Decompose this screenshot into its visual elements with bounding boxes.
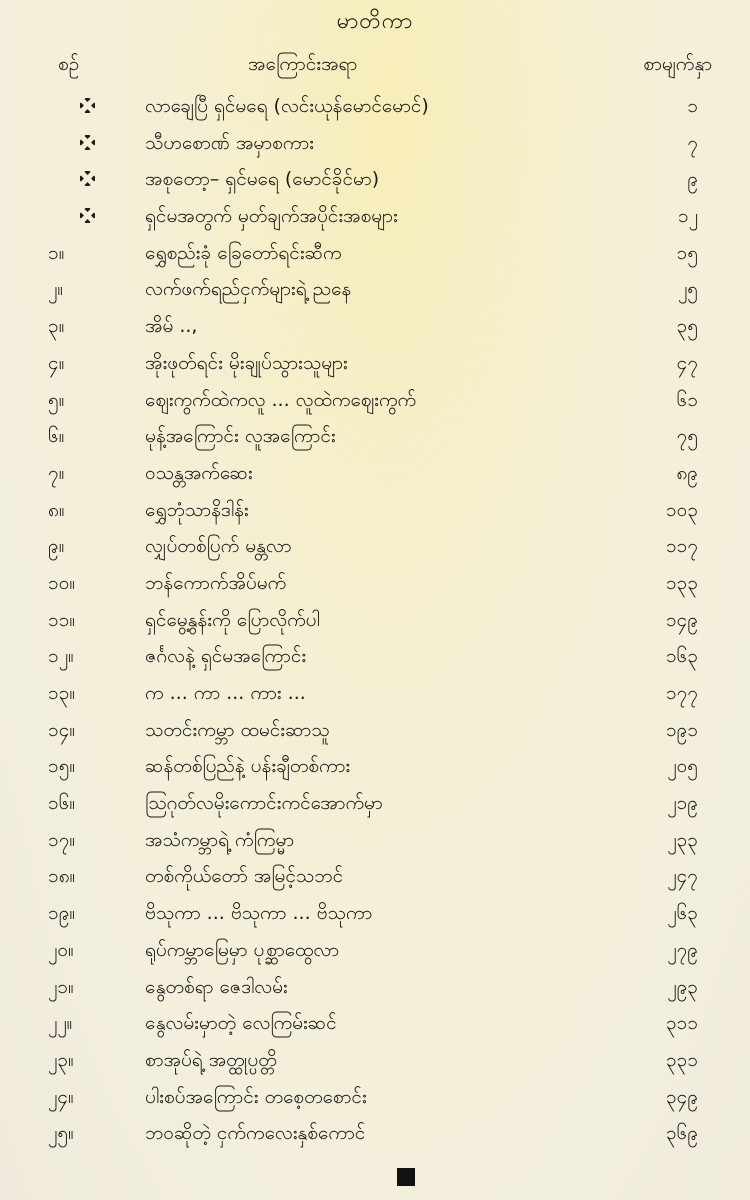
row-page-number: ၂၀၅ [667, 755, 698, 778]
diamond-bullet-icon [80, 98, 95, 113]
contents-row [0, 675, 750, 712]
contents-row [0, 418, 750, 455]
contents-row [0, 822, 750, 859]
row-page-number: ၃၆၉ [665, 1122, 698, 1145]
row-number: ၁၇။ [48, 828, 76, 851]
row-title: ဘဝဆိုတဲ့ ငှက်ကလေးနှစ်ကောင် [145, 1122, 366, 1145]
row-title: တစ်ကိုယ်တော် အမြင့်သဘင် [145, 865, 344, 888]
row-title: ဘန်ကောက်အိပ်မက် [145, 571, 287, 594]
contents-list [0, 88, 750, 1152]
contents-row [0, 161, 750, 198]
contents-row [0, 528, 750, 565]
contents-row [0, 271, 750, 308]
page-title: မာတိကာ [336, 9, 414, 34]
row-title: လျှပ်တစ်ပြက် မန္တလာ [145, 535, 292, 558]
contents-row [0, 712, 750, 749]
row-title: ဆန်တစ်ပြည်နဲ့ ပန်းချီတစ်ကား [145, 755, 351, 778]
row-page-number: ၁၄၉ [665, 608, 698, 631]
contents-row [0, 88, 750, 125]
row-title: ရွှေဘုံသာနိဒါန်း [145, 498, 249, 521]
row-title: ဈေးကွက်ထဲကလူ ... လူထဲကဈေးကွက် [145, 388, 417, 411]
row-title: သီဟစောဏ် အမှာစကား [145, 131, 314, 154]
row-number: ၅။ [48, 388, 65, 411]
contents-row [0, 969, 750, 1006]
row-page-number: ၈၉ [676, 461, 698, 484]
row-page-number: ၉ [687, 168, 698, 191]
diamond-bullet-icon [80, 208, 95, 223]
row-number: ၁။ [48, 241, 65, 264]
contents-row [0, 492, 750, 529]
table-header [0, 52, 750, 86]
contents-row [0, 382, 750, 419]
row-page-number: ၁ [687, 95, 698, 117]
row-number: ၁၂။ [48, 645, 74, 668]
contents-row [0, 785, 750, 822]
row-number: ၁၉။ [48, 902, 76, 925]
row-title: ရှင်မအတွက် မှတ်ချက်အပိုင်းအစများ [145, 205, 398, 228]
row-title: သတင်းကမ္ဘာ ထမင်းဆာသူ [145, 718, 330, 741]
contents-row [0, 932, 750, 969]
contents-row [0, 1005, 750, 1042]
row-number: ၂၁။ [48, 975, 74, 998]
row-page-number: ၇ [687, 131, 698, 154]
row-page-number: ၃၁၁ [665, 1012, 698, 1035]
row-page-number: ၁၆၃ [665, 645, 698, 668]
row-page-number: ၂၇၉ [667, 938, 698, 961]
contents-row [0, 125, 750, 162]
row-number: ၁၆။ [48, 792, 76, 815]
header-page: စာမျက်နှာ [643, 53, 712, 75]
contents-row [0, 748, 750, 785]
row-title: လာချေပြီ ရှင်မရေ (လင်းယုန်မောင်မောင်) [145, 95, 429, 117]
row-number: ၂။ [48, 278, 64, 301]
diamond-bullet-icon [80, 135, 95, 150]
row-number: ၉။ [48, 535, 65, 558]
row-title: ဩဂုတ်လမိုးကောင်းကင်အောက်မှာ [145, 792, 383, 815]
row-page-number: ၁၇၇ [665, 682, 698, 704]
row-page-number: ၂၅ [677, 278, 698, 301]
row-title: ရုပ်ကမ္ဘာမြေမှာ ပုစ္ဆာထွေလာ [145, 938, 340, 961]
contents-row [0, 602, 750, 639]
contents-row [0, 1079, 750, 1116]
row-number: ၂၀။ [48, 938, 74, 961]
row-page-number: ၇၅ [676, 425, 698, 448]
contents-row [0, 858, 750, 895]
row-number: ၁၄။ [48, 718, 76, 741]
row-page-number: ၃၃၁ [665, 1048, 698, 1071]
row-page-number: ၁၃၃ [665, 571, 698, 594]
row-number: ၈။ [48, 498, 65, 521]
row-page-number: ၂၄၇ [667, 865, 698, 888]
row-number: ၁၁။ [48, 608, 76, 631]
row-number: ၂၅။ [48, 1122, 74, 1145]
row-title: အစုတော့– ရှင်မရေ (မောင်ခိုင်မာ) [145, 168, 380, 191]
row-number: ၂၂။ [48, 1012, 73, 1035]
row-page-number: ၄၇ [676, 351, 698, 374]
row-number: ၄။ [48, 351, 65, 374]
row-title: မုန့်အကြောင်း လူအကြောင်း [145, 425, 336, 448]
contents-row [0, 345, 750, 382]
row-title: အသံကမ္ဘာရဲ့ ကံကြမ္မာ [145, 828, 295, 851]
row-page-number: ၂၃၃ [667, 828, 698, 851]
row-number: ၂၃။ [48, 1048, 74, 1071]
row-title: စာအုပ်ရဲ့ အတ္ထုပ္ပတ္တိ [145, 1048, 277, 1071]
row-title: ဇင်္ဂလနဲ့ ရှင်မအကြောင်း [145, 645, 307, 668]
end-mark [397, 1168, 415, 1186]
contents-row [0, 638, 750, 675]
row-page-number: ၁၁၇ [665, 535, 698, 558]
row-page-number: ၁၂ [677, 205, 698, 228]
row-number: ၇။ [48, 461, 65, 484]
row-page-number: ၆၁ [676, 388, 698, 411]
contents-row [0, 308, 750, 345]
row-number: ၂၄။ [48, 1085, 74, 1108]
row-number: ၁၀။ [48, 571, 76, 594]
row-page-number: ၂၁၉ [667, 792, 698, 815]
row-page-number: ၃၄၉ [665, 1085, 698, 1108]
row-title: ရှင်မွေ့နွန်းကို ပြောလိုက်ပါ [145, 608, 320, 631]
row-number: ၆။ [48, 425, 65, 448]
header-number: စဉ် [58, 53, 80, 75]
row-page-number: ၁၀၃ [665, 498, 698, 521]
row-title: ဗိသုကာ ... ဗိသုကာ ... ဗိသုကာ [145, 902, 373, 925]
contents-row [0, 565, 750, 602]
row-title: အိုးဖုတ်ရင်း မိုးချုပ်သွားသူများ [145, 351, 348, 374]
row-title: အိမ် .., [145, 315, 198, 338]
row-title: က ... ကာ ... ကား ... [145, 682, 306, 704]
contents-row [0, 198, 750, 235]
row-number: ၁၃။ [48, 682, 76, 704]
row-page-number: ၂၉၃ [667, 975, 698, 998]
row-page-number: ၂၆၃ [667, 902, 698, 925]
header-topic: အကြောင်းအရာ [248, 53, 358, 75]
row-title: လက်ဖက်ရည်ငှက်များရဲ့ ညနေ [145, 278, 352, 301]
row-title: နွေလမ်းမှာတဲ့ လေကြမ်းဆင် [145, 1012, 337, 1035]
row-number: ၁၈။ [48, 865, 76, 888]
contents-row [0, 1042, 750, 1079]
contents-row [0, 895, 750, 932]
diamond-bullet-icon [80, 171, 95, 186]
row-page-number: ၁၉၁ [665, 718, 698, 741]
contents-row [0, 235, 750, 272]
row-title: ပါးစပ်အကြောင်း တစေ့တစောင်း [145, 1085, 367, 1108]
row-number: ၁၅။ [48, 755, 76, 778]
row-title: နွေတစ်ရာ ဇေဒါလမ်း [145, 975, 288, 998]
row-title: ရွှေစည်းခုံ ခြေတော်ရင်းဆီက [145, 241, 342, 264]
row-page-number: ၁၅ [676, 241, 698, 264]
contents-row [0, 455, 750, 492]
row-number: ၃။ [48, 315, 65, 338]
row-title: ဝသန္တအက်ဆေး [145, 461, 253, 484]
contents-row [0, 1115, 750, 1152]
row-page-number: ၃၅ [676, 315, 698, 338]
